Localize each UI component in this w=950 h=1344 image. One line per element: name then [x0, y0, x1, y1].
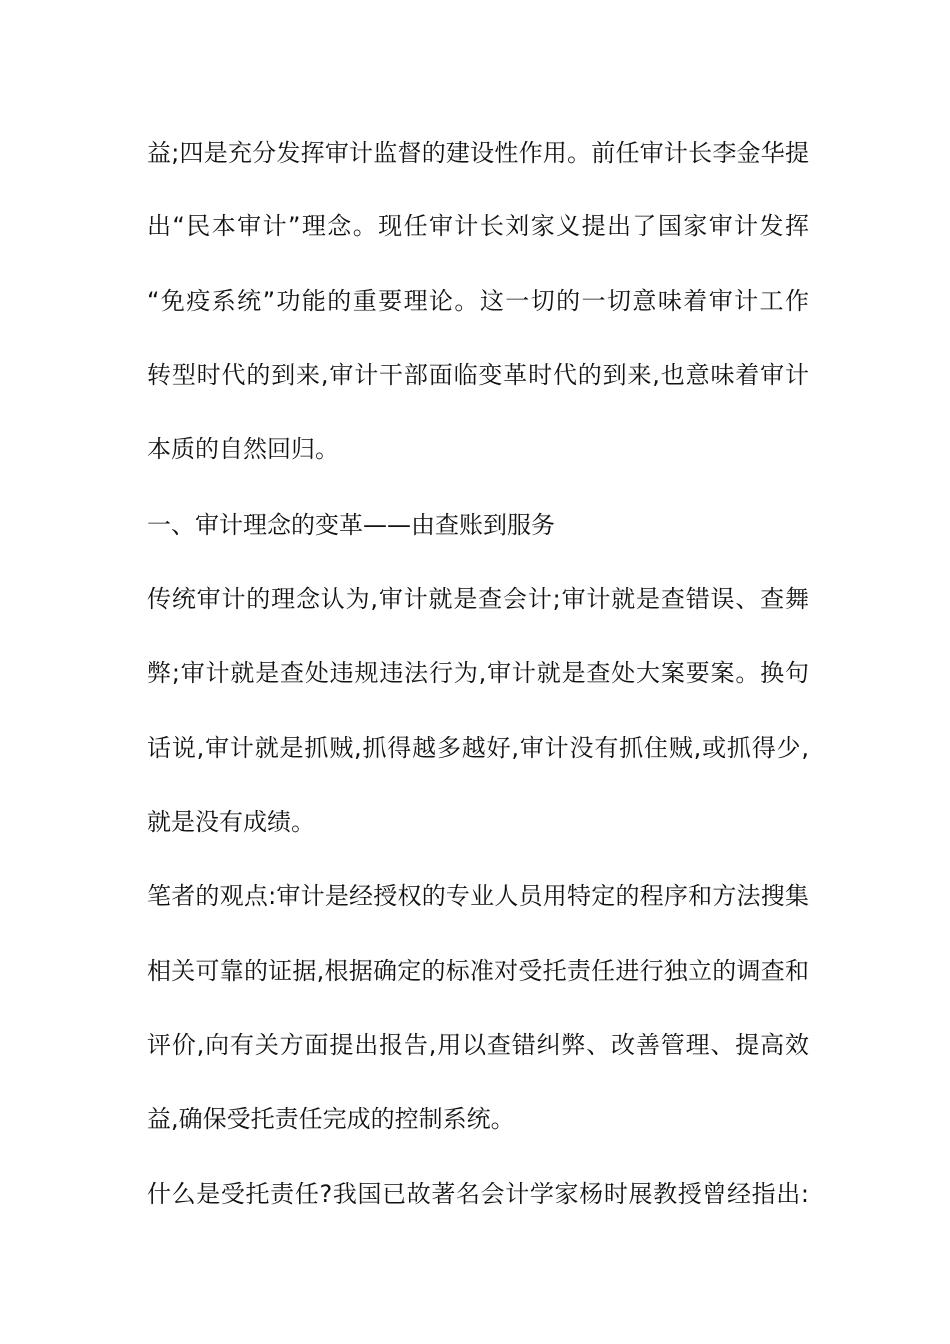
paragraph-4-line-1: 笔者的观点:审计是经授权的专业人员用特定的程序和方法搜集: [147, 882, 809, 910]
paragraph-3-line-2: 弊;审计就是查处违规违法行为,审计就是查处大案要案。换句: [147, 659, 809, 687]
paragraph-4-line-4: 益,确保受托责任完成的控制系统。: [147, 1105, 515, 1133]
paragraph-1-line-1: 益;四是充分发挥审计监督的建设性作用。前任审计长李金华提: [147, 139, 809, 167]
paragraph-3-line-1: 传统审计的理念认为,审计就是查会计;审计就是查错误、查舞: [147, 585, 809, 613]
paragraph-1-line-3: “免疫系统”功能的重要理论。这一切的一切意味着审计工作: [147, 287, 809, 315]
paragraph-1-line-4: 转型时代的到来,审计干部面临变革时代的到来,也意味着审计: [147, 361, 809, 389]
paragraph-3-line-4: 就是没有成绩。: [147, 808, 315, 836]
section-heading: 一、审计理念的变革——由查账到服务: [147, 511, 555, 539]
paragraph-4-line-2: 相关可靠的证据,根据确定的标准对受托责任进行独立的调查和: [147, 957, 809, 985]
paragraph-1-line-5: 本质的自然回归。: [147, 435, 339, 463]
paragraph-4-line-3: 评价,向有关方面提出报告,用以查错纠弊、改善管理、提高效: [147, 1031, 809, 1059]
paragraph-3-line-3: 话说,审计就是抓贼,抓得越多越好,审计没有抓住贼,或抓得少,: [147, 734, 809, 762]
paragraph-1-line-2: 出“民本审计”理念。现任审计长刘家义提出了国家审计发挥: [147, 212, 809, 240]
paragraph-5-line-1: 什么是受托责任?我国已故著名会计学家杨时展教授曾经指出:: [147, 1180, 809, 1208]
